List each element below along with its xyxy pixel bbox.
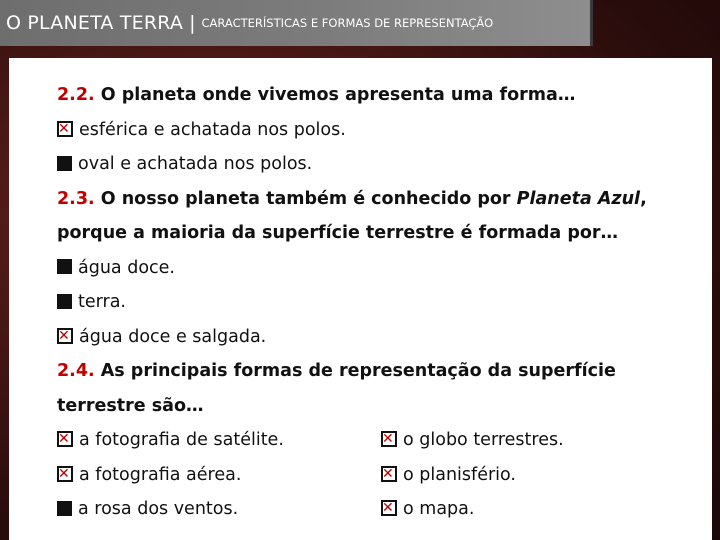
option-q24-right-3[interactable] [381,492,564,527]
question-2-3-line2 [57,216,697,251]
options-left-column [57,423,381,527]
option-label: a fotografia de satélite. [79,430,284,450]
question-2-2 [57,78,697,113]
option-label: oval e achatada nos polos. [78,154,313,174]
checked-checkbox-icon[interactable] [381,431,397,447]
option-label: o planisfério. [403,464,516,485]
option-q23-2[interactable] [57,285,697,320]
checkbox-icon[interactable] [57,156,72,171]
checkbox-icon[interactable] [57,501,72,516]
page-title: O PLANETA TERRA [6,12,184,34]
option-label: água doce e salgada. [79,326,267,347]
option-q24-right-2[interactable] [381,458,564,493]
checked-checkbox-icon[interactable] [57,466,73,482]
question-number: 2.4. [57,361,95,381]
question-text: As principais formas de representação da superfície [94,361,616,381]
question-2-3 [57,182,697,217]
option-q24-left-3[interactable] [57,492,381,527]
checked-checkbox-icon[interactable] [381,500,397,516]
title-separator: | [189,12,196,34]
option-columns [57,423,697,527]
option-label: o mapa. [403,499,475,519]
option-label: a rosa dos ventos. [78,499,239,519]
option-q22-2[interactable] [57,147,697,182]
checked-checkbox-icon[interactable] [57,328,73,344]
question-text: porque a maioria da superfície terrestre é formada por… [57,223,619,243]
question-2-4 [57,354,697,389]
question-text: terrestre são… [57,395,204,416]
question-2-4-line2 [57,389,697,424]
question-number: 2.3. [57,188,95,209]
option-label: o globo terrestres. [403,430,564,450]
option-q24-left-2[interactable] [57,458,381,493]
option-q23-3[interactable] [57,320,697,355]
checkbox-icon[interactable] [57,259,72,274]
page-subtitle: CARACTERÍSTICAS E FORMAS DE REPRESENTAÇÃO [201,16,494,30]
checkbox-icon[interactable] [57,294,72,309]
option-q24-left-1[interactable] [57,423,381,458]
option-label: terra. [78,292,126,312]
header-bar [0,0,590,46]
checked-checkbox-icon[interactable] [381,466,397,482]
option-q23-1[interactable] [57,251,697,286]
option-q24-right-1[interactable] [381,423,564,458]
checked-checkbox-icon[interactable] [57,121,73,137]
question-number: 2.2. [57,85,95,105]
header-divider [590,0,593,46]
question-text: O planeta onde vivemos apresenta uma forma… [94,85,576,105]
option-label: esférica e achatada nos polos. [79,119,346,140]
option-label: água doce. [78,257,175,278]
question-text: O nosso planeta também é conhecido por [94,188,517,209]
options-right-column [381,423,564,527]
checked-checkbox-icon[interactable] [57,431,73,447]
question-emphasis: Planeta Azul [516,188,641,209]
question-text-end: , [640,188,647,209]
quiz-content [57,78,697,527]
option-label: a fotografia aérea. [79,464,242,485]
option-q22-1[interactable] [57,113,697,148]
